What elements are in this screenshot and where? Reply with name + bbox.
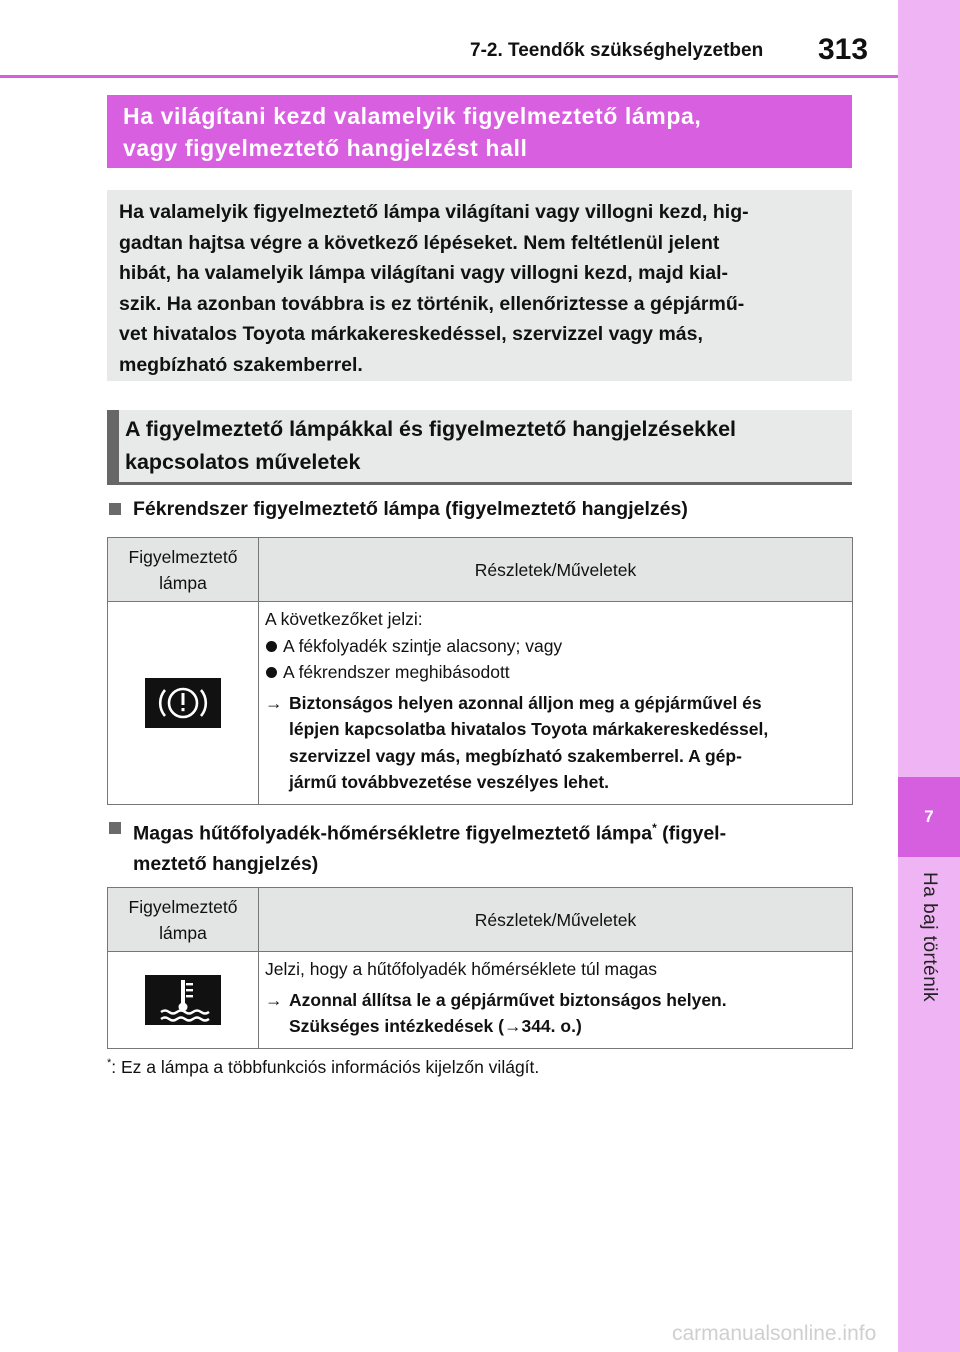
action-line: Azonnal állítsa le a gépjárművet biztonságos helyen. — [289, 989, 727, 1010]
details-intro: Jelzi, hogy a hűtőfolyadék hőmérséklete túl magas — [265, 959, 658, 979]
square-bullet-icon — [109, 503, 121, 515]
arrow-icon: → — [265, 989, 283, 1010]
details-bullet: A fékfolyadék szintje alacsony; vagy — [265, 633, 844, 660]
chapter-number-tab: 7 — [898, 777, 960, 857]
brake-warning-table — [107, 537, 853, 805]
coolant-temperature-icon — [145, 975, 221, 1025]
action-line: Biztonságos helyen azonnal álljon meg a gépjárművel és — [289, 692, 762, 713]
banner-line-2: vagy figyelmeztető hangjelzést hall — [123, 135, 528, 161]
item-heading-text: Fékrendszer figyelmeztető lámpa (figyelmeztető hangjelzés) — [133, 498, 688, 520]
item-heading-coolant — [107, 813, 852, 875]
section-header: 7-2. Teendők szükséghelyzetben — [470, 40, 764, 61]
details-cell — [259, 602, 853, 805]
chapter-title-text: Ha baj történik — [919, 872, 940, 1003]
subheading-line-2: kapcsolatos műveletek — [125, 450, 361, 474]
details-intro: A következőket jelzi: — [265, 609, 423, 629]
side-strip — [898, 0, 960, 1352]
col-header-lamp-line-2: lámpa — [159, 922, 207, 943]
chapter-title-vertical — [900, 872, 958, 1022]
lamp-cell — [108, 952, 259, 1049]
brake-warning-icon — [145, 678, 221, 728]
col-header-lamp-line-2: lámpa — [159, 572, 207, 593]
col-header-details: Részletek/Műveletek — [259, 888, 853, 952]
coolant-warning-table — [107, 887, 853, 1049]
action-line: jármű továbbvezetése veszélyes lehet. — [289, 772, 610, 792]
footnote-text: : Ez a lámpa a többfunkciós információs kijelzőn világít. — [111, 1057, 540, 1077]
intro-box — [107, 190, 852, 381]
arrow-icon: → — [265, 692, 283, 713]
action-line: szervizzel vagy más, megbízható szakemberrel. A gép- — [289, 745, 742, 766]
heading-line-1-end: (figyel- — [656, 822, 727, 845]
details-action — [265, 690, 844, 796]
watermark: carmanualsonline.info — [672, 1322, 877, 1345]
intro-line: szik. Ha azonban továbbra is ez történik, ellenőriztesse a gépjármű- — [119, 292, 745, 315]
intro-line: Ha valamelyik figyelmeztető lámpa világítani vagy villogni kezd, hig- — [119, 201, 749, 223]
section-banner — [107, 95, 852, 168]
footnote-mark: * — [652, 821, 657, 835]
intro-line: vet hivatalos Toyota márkakereskedéssel, szervizzel vagy más, — [119, 323, 703, 345]
col-header-lamp — [108, 888, 259, 952]
subheading-line-1: A figyelmeztető lámpákkal és figyelmeztető hangjelzésekkel — [125, 417, 736, 441]
col-header-lamp-line-1: Figyelmeztető — [128, 896, 238, 917]
footnote-mark: * — [107, 1057, 112, 1070]
details-action — [265, 987, 844, 1040]
action-line: Szükséges intézkedések (→344. o.) — [289, 1016, 582, 1036]
col-header-lamp-line-1: Figyelmeztető — [128, 546, 238, 567]
item-heading-brake — [107, 494, 852, 526]
intro-line: megbízható szakemberrel. — [119, 353, 363, 376]
details-cell — [259, 952, 853, 1049]
col-header-details: Részletek/Műveletek — [259, 538, 853, 602]
page-number: 313 — [818, 33, 869, 66]
action-line: lépjen kapcsolatba hivatalos Toyota márkakereskedéssel, — [289, 719, 769, 739]
heading-line-1: Magas hűtőfolyadék-hőmérsékletre figyelmeztető lámpa — [133, 822, 653, 845]
banner-line-1: Ha világítani kezd valamelyik figyelmeztető lámpa, — [123, 103, 702, 129]
header-rule — [0, 75, 898, 78]
footnote — [107, 1057, 539, 1078]
intro-line: hibát, ha valamelyik lámpa világítani vagy villogni kezd, majd kial- — [119, 262, 729, 284]
details-bullet: A fékrendszer meghibásodott — [265, 659, 844, 686]
lamp-cell — [108, 602, 259, 805]
square-bullet-icon — [109, 822, 121, 834]
subheading — [107, 410, 852, 485]
item-heading-text — [133, 813, 833, 879]
intro-line: gadtan hajtsa végre a következő lépéseket. Nem feltétlenül jelent — [119, 231, 720, 254]
col-header-lamp — [108, 538, 259, 602]
heading-line-2: meztető hangjelzés) — [133, 852, 319, 875]
